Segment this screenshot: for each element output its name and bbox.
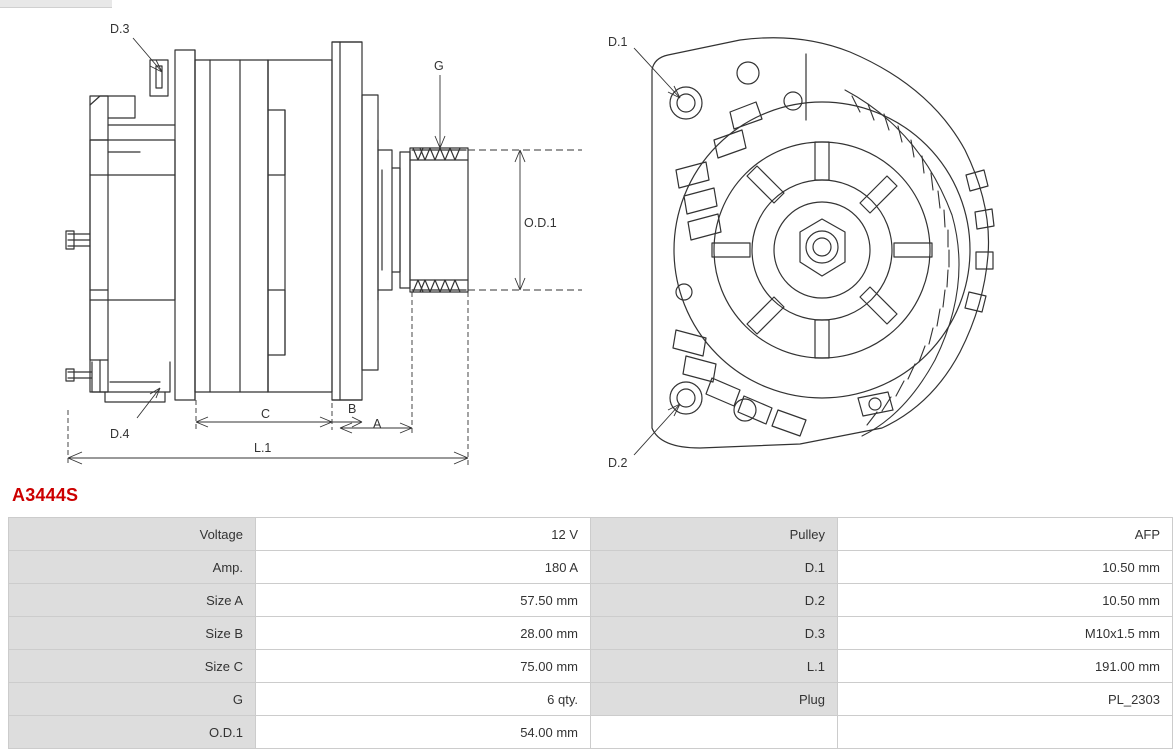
spec-value: 10.50 mm: [838, 584, 1173, 617]
spec-label: Size C: [9, 650, 256, 683]
callout-b-label: B: [348, 402, 357, 416]
spec-label: Size A: [9, 584, 256, 617]
callout-od1-label: O.D.1: [524, 216, 557, 230]
spec-value: 10.50 mm: [838, 551, 1173, 584]
spec-label: D.1: [591, 551, 838, 584]
table-row: [9, 584, 1173, 617]
spec-label: Voltage: [9, 518, 256, 551]
spec-label: L.1: [591, 650, 838, 683]
part-number-title: A3444S: [12, 485, 79, 505]
spec-value: 6 qty.: [256, 683, 591, 716]
spec-label: Amp.: [9, 551, 256, 584]
callout-l1-label: L.1: [254, 441, 272, 455]
spec-value: 54.00 mm: [256, 716, 591, 749]
spec-value: 75.00 mm: [256, 650, 591, 683]
table-row: [9, 617, 1173, 650]
spec-empty-value: [838, 716, 1173, 749]
spec-value: 12 V: [256, 518, 591, 551]
spec-value: 180 A: [256, 551, 591, 584]
spec-label: D.2: [591, 584, 838, 617]
spec-value: AFP: [838, 518, 1173, 551]
spec-value: 191.00 mm: [838, 650, 1173, 683]
callout-d1-label: D.1: [608, 35, 628, 49]
callout-c-label: C: [261, 407, 271, 421]
spec-label: Plug: [591, 683, 838, 716]
callout-d2-label: D.2: [608, 456, 628, 470]
table-row: [9, 551, 1173, 584]
spec-value: 57.50 mm: [256, 584, 591, 617]
spec-label: G: [9, 683, 256, 716]
table-row: [9, 716, 1173, 749]
spec-value: M10x1.5 mm: [838, 617, 1173, 650]
table-row: [9, 683, 1173, 716]
callout-a-label: A: [373, 417, 382, 431]
table-row: [9, 650, 1173, 683]
spec-empty-label: [591, 716, 838, 749]
specifications-table: [8, 517, 1173, 749]
spec-label: O.D.1: [9, 716, 256, 749]
callout-d4-label: D.4: [110, 427, 130, 441]
spec-label: Size B: [9, 617, 256, 650]
table-row: [9, 518, 1173, 551]
spec-label: Pulley: [591, 518, 838, 551]
spec-label: D.3: [591, 617, 838, 650]
callout-d3-label: D.3: [110, 22, 130, 36]
spec-value: PL_2303: [838, 683, 1173, 716]
callout-g-label: G: [434, 59, 444, 73]
spec-value: 28.00 mm: [256, 617, 591, 650]
